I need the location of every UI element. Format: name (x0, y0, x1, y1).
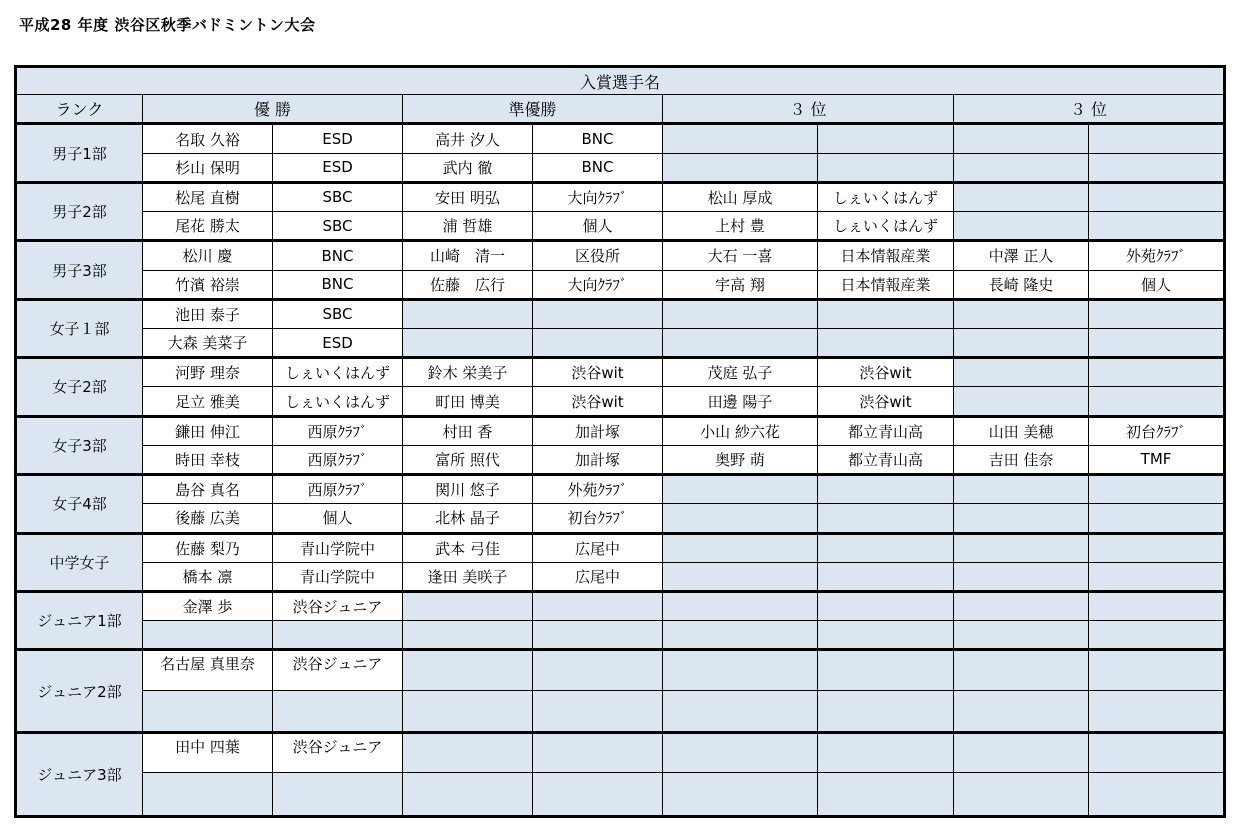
team-cell (533, 690, 663, 732)
category-label: ジュニア2部 (16, 650, 143, 733)
team-cell: 都立青山高 (818, 416, 954, 445)
team-cell (1089, 124, 1225, 153)
player-name-cell: 村田 香 (403, 416, 533, 445)
player-name-cell: 河野 理奈 (143, 358, 273, 387)
player-name-cell (663, 690, 818, 732)
player-name-cell (143, 773, 273, 817)
table-row (16, 153, 1225, 182)
player-name-cell: 武内 徹 (403, 153, 533, 182)
player-name-cell (663, 153, 818, 182)
table-row (16, 182, 1225, 211)
player-name-cell (663, 124, 818, 153)
header-first-place: 優 勝 (143, 95, 403, 124)
header-second-place: 準優勝 (403, 95, 663, 124)
team-cell: 外苑ｸﾗﾌﾞ (533, 475, 663, 504)
player-name-cell: 杉山 保明 (143, 153, 273, 182)
team-cell: BNC (273, 270, 403, 299)
team-cell: SBC (273, 299, 403, 328)
team-cell: しぇいくはんず (818, 212, 954, 241)
team-cell (273, 773, 403, 817)
team-cell (818, 124, 954, 153)
team-cell: 西原ｸﾗﾌﾞ (273, 475, 403, 504)
team-cell: しぇいくはんず (273, 387, 403, 416)
team-cell (818, 562, 954, 591)
table-row (16, 562, 1225, 591)
player-name-cell: 山田 美穂 (954, 416, 1089, 445)
team-cell (1089, 733, 1225, 773)
player-name-cell (954, 562, 1089, 591)
player-name-cell: 茂庭 弘子 (663, 358, 818, 387)
player-name-cell: 関川 悠子 (403, 475, 533, 504)
team-cell: 初台ｸﾗﾌﾞ (533, 504, 663, 533)
team-cell: 加計塚 (533, 416, 663, 445)
team-cell (818, 475, 954, 504)
player-name-cell: 足立 雅美 (143, 387, 273, 416)
team-cell: 渋谷ジュニア (273, 733, 403, 773)
team-cell (818, 773, 954, 817)
player-name-cell (403, 650, 533, 690)
player-name-cell (663, 533, 818, 562)
player-name-cell (403, 773, 533, 817)
team-cell (1089, 562, 1225, 591)
team-cell (818, 299, 954, 328)
team-cell (818, 328, 954, 357)
team-cell (533, 773, 663, 817)
player-name-cell: 松山 厚成 (663, 182, 818, 211)
category-label: 男子2部 (16, 182, 143, 240)
team-cell (1089, 690, 1225, 732)
player-name-cell: 大森 美菜子 (143, 328, 273, 357)
category-label: 女子１部 (16, 299, 143, 357)
player-name-cell (954, 733, 1089, 773)
team-cell (1089, 358, 1225, 387)
team-cell: 区役所 (533, 241, 663, 270)
team-cell: 個人 (1089, 270, 1225, 299)
player-name-cell (403, 299, 533, 328)
team-cell (533, 328, 663, 357)
team-cell (818, 591, 954, 620)
player-name-cell (403, 621, 533, 650)
team-cell (533, 591, 663, 620)
player-name-cell (954, 533, 1089, 562)
team-cell: 大向ｸﾗﾌﾞ (533, 270, 663, 299)
team-cell (818, 504, 954, 533)
player-name-cell (663, 328, 818, 357)
table-row (16, 445, 1225, 474)
team-cell (818, 533, 954, 562)
team-cell: 渋谷wit (533, 387, 663, 416)
player-name-cell (954, 328, 1089, 357)
team-cell (818, 650, 954, 690)
player-name-cell (663, 591, 818, 620)
category-label: 男子3部 (16, 241, 143, 299)
team-cell: 外苑ｸﾗﾌﾞ (1089, 241, 1225, 270)
table-row (16, 591, 1225, 620)
player-name-cell: 佐藤 梨乃 (143, 533, 273, 562)
team-cell: ESD (273, 124, 403, 153)
team-cell: BNC (533, 124, 663, 153)
table-row (16, 299, 1225, 328)
team-cell (1089, 153, 1225, 182)
category-label: ジュニア3部 (16, 733, 143, 817)
team-cell: BNC (273, 241, 403, 270)
table-row (16, 650, 1225, 690)
category-label: 女子3部 (16, 416, 143, 474)
table-row (16, 773, 1225, 817)
table-row (16, 212, 1225, 241)
table-row (16, 387, 1225, 416)
player-name-cell (663, 650, 818, 690)
player-name-cell: 小山 紗六花 (663, 416, 818, 445)
player-name-cell (403, 690, 533, 732)
team-cell (1089, 773, 1225, 817)
player-name-cell (954, 299, 1089, 328)
team-cell: 渋谷wit (533, 358, 663, 387)
player-name-cell: 上村 豊 (663, 212, 818, 241)
table-title: 入賞選手名 (16, 67, 1225, 95)
table-row (16, 621, 1225, 650)
player-name-cell: 鈴木 栄美子 (403, 358, 533, 387)
player-name-cell (954, 153, 1089, 182)
team-cell: 渋谷wit (818, 358, 954, 387)
player-name-cell: 逢田 美咲子 (403, 562, 533, 591)
team-cell: 西原ｸﾗﾌﾞ (273, 416, 403, 445)
team-cell: 広尾中 (533, 562, 663, 591)
team-cell: 日本情報産業 (818, 270, 954, 299)
player-name-cell (663, 733, 818, 773)
team-cell (273, 690, 403, 732)
table-row (16, 358, 1225, 387)
category-label: 中学女子 (16, 533, 143, 591)
team-cell (533, 650, 663, 690)
team-cell: 大向ｸﾗﾌﾞ (533, 182, 663, 211)
team-cell (1089, 533, 1225, 562)
table-row (16, 504, 1225, 533)
table-row (16, 416, 1225, 445)
player-name-cell: 武本 弓佳 (403, 533, 533, 562)
player-name-cell: 浦 哲雄 (403, 212, 533, 241)
player-name-cell: 竹濱 裕崇 (143, 270, 273, 299)
team-cell: しぇいくはんず (818, 182, 954, 211)
header-third-place-a: ３ 位 (663, 95, 954, 124)
player-name-cell: 北林 晶子 (403, 504, 533, 533)
header-third-place-b: ３ 位 (954, 95, 1225, 124)
team-cell: 西原ｸﾗﾌﾞ (273, 445, 403, 474)
player-name-cell: 松尾 直樹 (143, 182, 273, 211)
table-row (16, 690, 1225, 732)
team-cell: しぇいくはんず (273, 358, 403, 387)
table-row (16, 241, 1225, 270)
team-cell (533, 299, 663, 328)
category-label: 女子2部 (16, 358, 143, 416)
player-name-cell (954, 621, 1089, 650)
team-cell (533, 733, 663, 773)
team-cell: 青山学院中 (273, 562, 403, 591)
player-name-cell: 大石 一喜 (663, 241, 818, 270)
player-name-cell (954, 773, 1089, 817)
player-name-cell: 松川 慶 (143, 241, 273, 270)
document-title: 平成28 年度 渋谷区秋季バドミントン大会 (19, 16, 316, 34)
table-row (16, 270, 1225, 299)
category-label: 女子4部 (16, 475, 143, 533)
team-cell: 個人 (273, 504, 403, 533)
player-name-cell (663, 562, 818, 591)
team-cell: 青山学院中 (273, 533, 403, 562)
player-name-cell (143, 621, 273, 650)
team-cell (818, 733, 954, 773)
results-table (14, 65, 1226, 818)
team-cell: BNC (533, 153, 663, 182)
team-cell (1089, 387, 1225, 416)
player-name-cell: 名取 久裕 (143, 124, 273, 153)
team-cell: TMF (1089, 445, 1225, 474)
team-cell: SBC (273, 182, 403, 211)
category-label: ジュニア1部 (16, 591, 143, 649)
team-cell: 渋谷ジュニア (273, 591, 403, 620)
player-name-cell: 富所 照代 (403, 445, 533, 474)
player-name-cell (954, 182, 1089, 211)
team-cell (818, 153, 954, 182)
player-name-cell: 池田 泰子 (143, 299, 273, 328)
team-cell: 渋谷wit (818, 387, 954, 416)
player-name-cell: 奥野 萌 (663, 445, 818, 474)
player-name-cell (954, 358, 1089, 387)
player-name-cell: 金澤 歩 (143, 591, 273, 620)
player-name-cell (954, 475, 1089, 504)
player-name-cell: 名古屋 真里奈 (143, 650, 273, 690)
player-name-cell: 山崎 清一 (403, 241, 533, 270)
team-cell (1089, 621, 1225, 650)
team-cell (818, 621, 954, 650)
team-cell: 初台ｸﾗﾌﾞ (1089, 416, 1225, 445)
player-name-cell (663, 475, 818, 504)
team-cell: SBC (273, 212, 403, 241)
player-name-cell (954, 690, 1089, 732)
player-name-cell: 後藤 広美 (143, 504, 273, 533)
player-name-cell: 島谷 真名 (143, 475, 273, 504)
table-row (16, 124, 1225, 153)
player-name-cell: 橋本 凛 (143, 562, 273, 591)
team-cell (1089, 504, 1225, 533)
team-cell (1089, 328, 1225, 357)
player-name-cell: 宇高 翔 (663, 270, 818, 299)
player-name-cell: 町田 博美 (403, 387, 533, 416)
player-name-cell (663, 504, 818, 533)
player-name-cell: 時田 幸枝 (143, 445, 273, 474)
player-name-cell (954, 591, 1089, 620)
player-name-cell: 鎌田 伸江 (143, 416, 273, 445)
team-cell (1089, 182, 1225, 211)
team-cell (1089, 650, 1225, 690)
team-cell (273, 621, 403, 650)
team-cell (1089, 299, 1225, 328)
player-name-cell: 中澤 正人 (954, 241, 1089, 270)
player-name-cell (663, 621, 818, 650)
team-cell (1089, 212, 1225, 241)
team-cell: ESD (273, 328, 403, 357)
team-cell: 広尾中 (533, 533, 663, 562)
player-name-cell (954, 124, 1089, 153)
player-name-cell (403, 591, 533, 620)
category-label: 男子1部 (16, 124, 143, 182)
player-name-cell (954, 212, 1089, 241)
team-cell (1089, 475, 1225, 504)
team-cell (533, 621, 663, 650)
player-name-cell (954, 387, 1089, 416)
header-rank: ランク (16, 95, 143, 124)
player-name-cell: 吉田 佳奈 (954, 445, 1089, 474)
player-name-cell: 長崎 隆史 (954, 270, 1089, 299)
table-row (16, 533, 1225, 562)
player-name-cell: 尾花 勝太 (143, 212, 273, 241)
player-name-cell: 安田 明弘 (403, 182, 533, 211)
team-cell: 日本情報産業 (818, 241, 954, 270)
player-name-cell: 田中 四葉 (143, 733, 273, 773)
player-name-cell (403, 733, 533, 773)
player-name-cell (954, 650, 1089, 690)
player-name-cell (403, 328, 533, 357)
table-row (16, 328, 1225, 357)
player-name-cell (663, 773, 818, 817)
team-cell (818, 690, 954, 732)
player-name-cell: 田邊 陽子 (663, 387, 818, 416)
table-row (16, 475, 1225, 504)
player-name-cell (143, 690, 273, 732)
team-cell: 渋谷ジュニア (273, 650, 403, 690)
player-name-cell: 佐藤 広行 (403, 270, 533, 299)
player-name-cell (663, 299, 818, 328)
table-row (16, 733, 1225, 773)
team-cell: 加計塚 (533, 445, 663, 474)
player-name-cell: 高井 汐人 (403, 124, 533, 153)
team-cell: ESD (273, 153, 403, 182)
team-cell: 都立青山高 (818, 445, 954, 474)
team-cell (1089, 591, 1225, 620)
team-cell: 個人 (533, 212, 663, 241)
player-name-cell (954, 504, 1089, 533)
